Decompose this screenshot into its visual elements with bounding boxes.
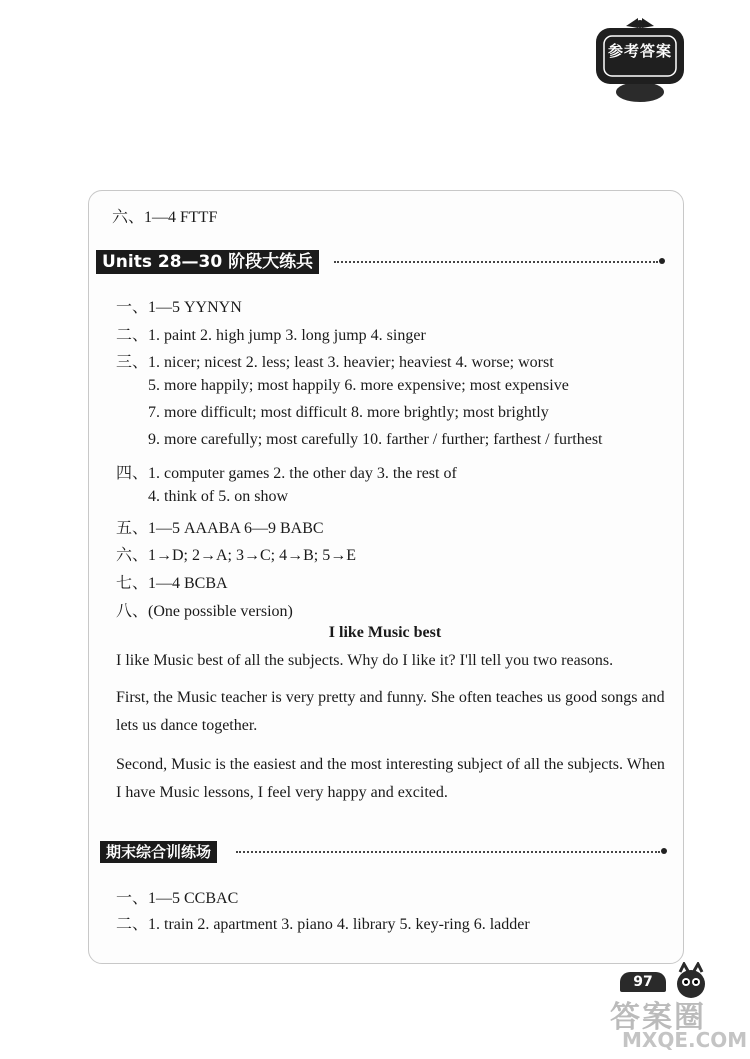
- essay-paragraph: First, the Music teacher is very pretty and funny. She often teaches us good songs and lets us dance together.: [116, 689, 665, 734]
- answer-line: 三、1. nicer; nicest 2. less; least 3. heavier; heaviest 4. worse; worst: [116, 354, 554, 371]
- answer-line: 4. think of 5. on show: [148, 488, 288, 505]
- section-divider-dots: [236, 851, 660, 853]
- answer-line: 五、1—5 AAABA 6—9 BABC: [116, 520, 324, 537]
- answer-line: 六、1→D; 2→A; 3→C; 4→B; 5→E: [116, 547, 357, 564]
- answer-line: 四、1. computer games 2. the other day 3. the rest of: [116, 465, 457, 482]
- section-header-units: Units 28—30 阶段大练兵: [96, 250, 319, 274]
- answer-line: 一、1—5 CCBAC: [116, 890, 239, 907]
- answer-line: 一、1—5 YYNYN: [116, 299, 242, 316]
- essay-paragraph: Second, Music is the easiest and the most interesting subject of all the subjects. When I have Music lessons, I feel very happy and excited.: [116, 756, 665, 801]
- answer-line: 二、1. train 2. apartment 3. piano 4. library 5. key-ring 6. ladder: [116, 916, 530, 933]
- watermark-url: MXQE.COM: [622, 1028, 748, 1052]
- answer-line: 二、1. paint 2. high jump 3. long jump 4. singer: [116, 327, 426, 344]
- essay-title: I like Music best: [328, 624, 442, 641]
- section-divider-dots: [334, 261, 658, 263]
- answer-line: 七、1—4 BCBA: [116, 575, 228, 592]
- answer-line: 7. more difficult; most difficult 8. more brightly; most brightly: [148, 404, 549, 421]
- section-divider-end: [661, 848, 667, 854]
- section-header-final: 期末综合训练场: [100, 841, 217, 863]
- answer-line: 9. more carefully; most carefully 10. farther / further; farthest / furthest: [148, 431, 603, 448]
- badge-label: 参考答案: [607, 42, 672, 60]
- page-number: 97: [620, 972, 666, 992]
- watermark: 答案圈: [610, 1000, 706, 1035]
- answer-line: 八、(One possible version): [116, 603, 293, 620]
- essay-paragraph: I like Music best of all the subjects. Why do I like it? I'll tell you two reasons.: [116, 652, 614, 669]
- answer-line: 5. more happily; most happily 6. more expensive; most expensive: [148, 377, 569, 394]
- top-answer-line: 六、1—4 FTTF: [112, 209, 218, 226]
- section-divider-end: [659, 258, 665, 264]
